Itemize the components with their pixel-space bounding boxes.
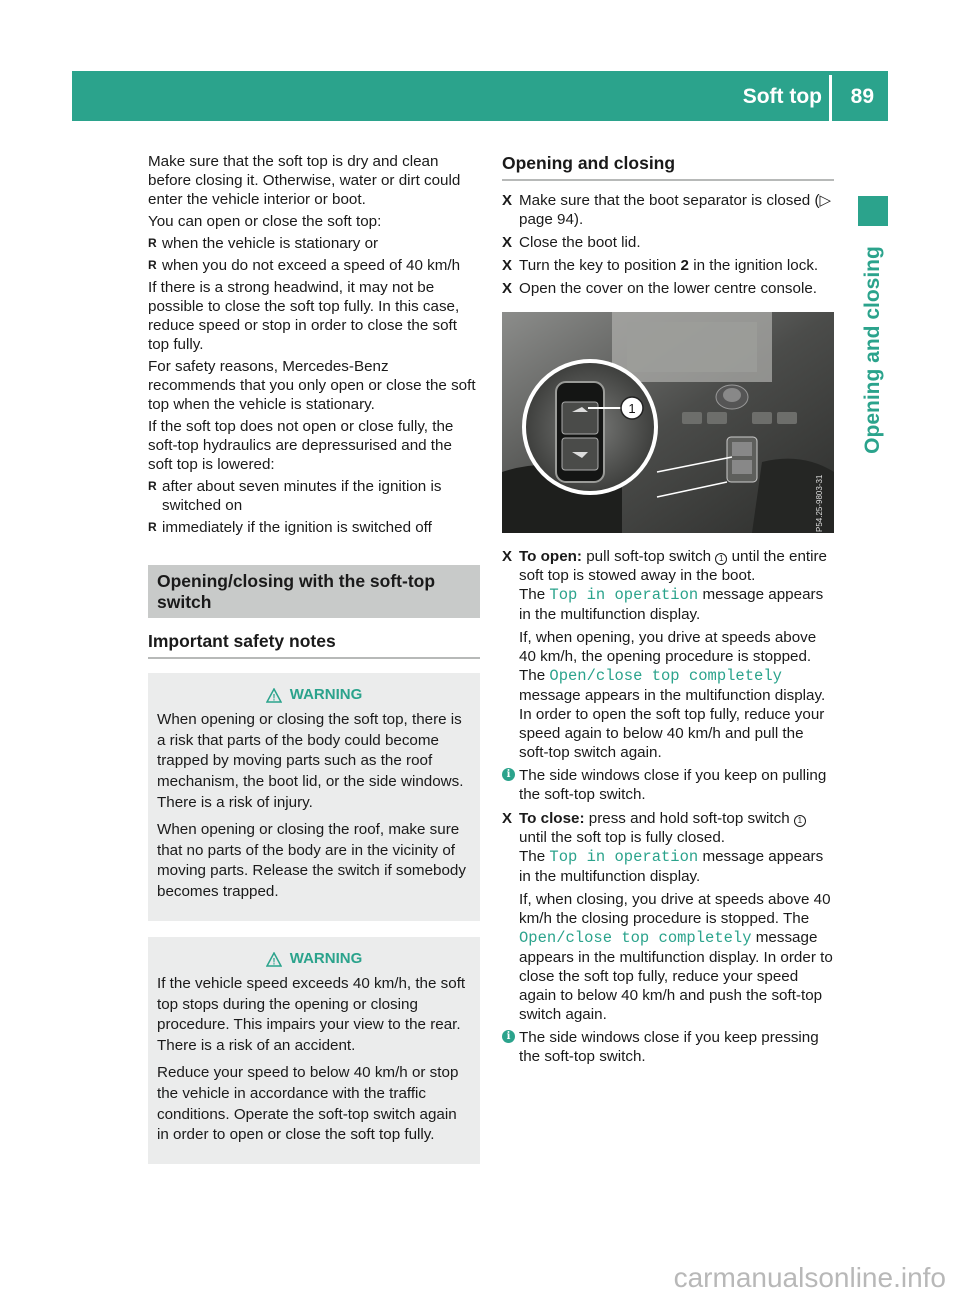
warning-text: When opening or closing the roof, make sure that no parts of the body are in the vicinity of moving parts. Release the switch if somebody becomes trapped. [157, 820, 466, 901]
step-item: X Open the cover on the lower centre console. [502, 279, 834, 298]
info-icon: i [502, 768, 515, 781]
display-message: Top in operation [549, 586, 699, 604]
info-icon: i [502, 1030, 515, 1043]
step-arrow-icon [502, 256, 512, 275]
page-ref-arrow-icon: ▷ [819, 192, 832, 209]
display-message: Open/close top completely [519, 929, 752, 947]
warning-label: WARNING [289, 686, 363, 703]
paragraph: If, when closing, you drive at speeds above 40 km/h the closing procedure is stopped. The Open/close top completely message appears in the multifunction display. In order to close the soft top fully, reduce your speed again to below 40 km/h and push the soft-top switch again. [519, 891, 833, 1023]
warning-text: If the vehicle speed exceeds 40 km/h, the soft top stops during the opening or closing procedure. This impairs your view to the rear. There is a risk of an accident. [157, 974, 466, 1055]
step-arrow-icon [502, 809, 512, 828]
warning-header [157, 949, 471, 970]
console-photo [502, 312, 834, 533]
warning-text: When opening or closing the soft top, there is a risk that parts of the body could become trapped by moving parts such as the roof mechanism, the boot lid, or the side windows. There is a risk of injury. [157, 710, 464, 811]
warning-text: Reduce your speed to below 40 km/h or stop the vehicle in accordance with the traffic conditions. Operate the soft-top switch again in order to open or close the soft top fully. [157, 1063, 459, 1144]
header-title: Soft top [742, 85, 822, 108]
step-arrow-icon [502, 191, 512, 210]
page-ref-link[interactable]: page 94). [519, 211, 584, 228]
footer-watermark: carmanualsonline.info [673, 1262, 946, 1293]
info-note: i The side windows close if you keep on pulling the soft-top switch. [502, 766, 834, 804]
warning-label: WARNING [289, 949, 363, 967]
header-bar [72, 71, 888, 121]
step-arrow-icon [502, 547, 512, 566]
side-tab-marker [858, 196, 888, 226]
step-item: X Make sure that the boot separator is closed (▷ page 94). [502, 191, 834, 229]
step-arrow-icon [502, 233, 512, 252]
right-column [502, 152, 834, 1070]
header-separator [829, 75, 832, 121]
warning-box [148, 673, 480, 921]
paragraph: Make sure that the soft top is dry and clean before closing it. Otherwise, water or dirt could enter the vehicle interior or boot. [148, 153, 461, 208]
paragraph: If the soft top does not open or close fully, the soft-top hydraulics are depressurised and the soft top is lowered: [148, 418, 454, 473]
photo-code: P54.25-9803-31 [815, 474, 824, 532]
subsection-title: Important safety notes [148, 630, 480, 659]
section-title: Opening/closing with the soft-top switch [157, 571, 436, 612]
warning-triangle-icon [266, 952, 282, 967]
paragraph: You can open or close the soft top: [148, 213, 382, 230]
photo-callout-number: 1 [628, 401, 636, 416]
callout-number: 1 [794, 815, 806, 827]
left-column [148, 152, 480, 1164]
info-note: i The side windows close if you keep pressing the soft-top switch. [502, 1028, 834, 1066]
bullet-item: R when you do not exceed a speed of 40 km/h [148, 256, 480, 275]
subsection-title: Opening and closing [502, 152, 834, 181]
bullet-item: R immediately if the ignition is switched off [148, 518, 480, 537]
step-item: X Turn the key to position 2 in the ignition lock. [502, 256, 834, 275]
step-item: X Close the boot lid. [502, 233, 834, 252]
step-item: X To open: pull soft-top switch 1 until the entire soft top is stowed away in the boot. The Top in operation message appears in the multifunction display. [502, 547, 834, 624]
svg-text:!: ! [272, 956, 276, 967]
paragraph: If, when opening, you drive at speeds above 40 km/h, the opening procedure is stopped. The Open/close top completely message appears in the multifunction display. In order to open the soft top fully, reduce your speed again to below 40 km/h and pull the soft-top switch again. [519, 629, 826, 761]
display-message: Top in operation [549, 848, 699, 866]
paragraph: If there is a strong headwind, it may not be possible to close the soft top fully. In this case, reduce speed or stop in order to close the soft top fully. [148, 279, 460, 353]
page-number: 89 [850, 85, 874, 108]
step-item: X To close: press and hold soft-top switch 1 until the soft top is fully closed. The Top in operation message appears in the multifunction display. [502, 809, 834, 886]
paragraph: For safety reasons, Mercedes-Benz recommends that you only open or close the soft top when the vehicle is stationary. [148, 358, 476, 413]
warning-triangle-icon [266, 688, 282, 703]
side-tab-label: Opening and closing [861, 246, 884, 454]
step-arrow-icon [502, 279, 512, 298]
display-message: Open/close top completely [549, 667, 782, 685]
warning-header [157, 685, 471, 706]
section-heading-box [148, 565, 480, 618]
bullet-item: R after about seven minutes if the ignition is switched on [148, 477, 480, 515]
warning-box [148, 937, 480, 1164]
bullet-item: R when the vehicle is stationary or [148, 234, 480, 253]
callout-number: 1 [715, 553, 727, 565]
svg-text:!: ! [272, 692, 276, 703]
